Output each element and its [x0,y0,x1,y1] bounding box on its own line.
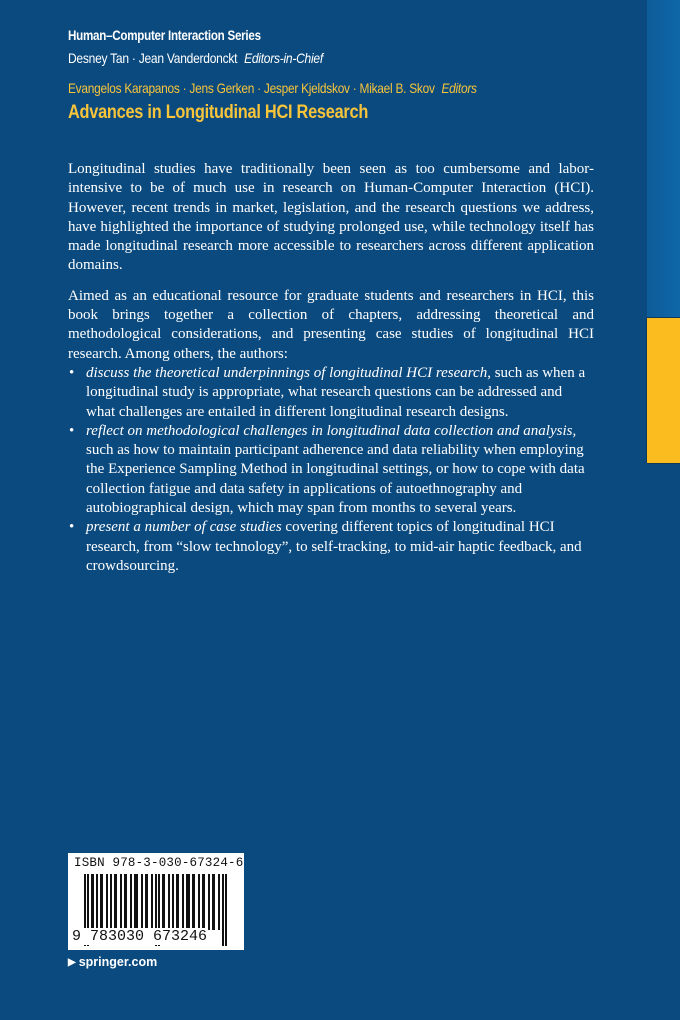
blurb-bullet [68,364,594,422]
isbn-label: ISBN 978-3-030-67324-6 [74,856,244,870]
book-editors-role: Editors [441,80,477,96]
bullet-emphasis: present a number of case studies [86,519,282,536]
blurb-paragraph-1: Longitudinal studies have traditionally been seen as too cumbersome and labor-intensive to be of much use in research on Human-Computer Interaction (HCI). However, recent trends in market, legislation, and the research questions we address, have highlighted the importance of studying prolonged use, while technology itself has made longitudinal research more accessible to researchers across different application domains. [68,161,594,274]
play-arrow-icon: ▶ [68,957,76,968]
editors-in-chief-role: Editors-in-Chief [244,50,323,66]
barcode-digits [72,928,207,945]
spine-light-band [647,0,680,318]
bullet-text: covering different topics of longitudinal HCI research, from “slow technology”, to self-tracking, to mid-air haptic feedback, and crowdsourcing. [86,519,582,574]
bullet-emphasis: reflect on methodological challenges in longitudinal data collection and analysis [86,422,573,439]
spine-yellow-band [647,318,680,463]
bullet-emphasis: discuss the theoretical underpinnings of longitudinal HCI research [86,364,488,381]
blurb-paragraph-2: Aimed as an educational resource for graduate students and researchers in HCI, this book brings together a collection of chapters, addressing theoretical and methodological considerations, and presenting case studies of longitudinal HCI research. Among others, the authors: [68,287,594,362]
barcode-digits-text: 9 783030 673246 [72,928,208,945]
book-title: Advances in Longitudinal HCI Research [68,102,369,123]
bullet-text: , such as how to maintain participant adherence and data reliability when employing the Experience Sampling Method in longitudinal settings, or how to cope with data collection fatigue and data safety in applications of autoethnography and autobiographical design, which may span from months to several years. [86,422,585,517]
blurb-bullet [68,518,594,576]
blurb-bullet [68,422,594,518]
editors-in-chief-names: Desney Tan · Jean Vanderdonckt [68,50,238,66]
book-editors [68,80,477,96]
series-name: Human–Computer Interaction Series [68,28,261,43]
book-editors-names: Evangelos Karapanos · Jens Gerken · Jesper Kjeldskov · Mikael B. Skov [68,80,435,96]
springer-link-label: springer.com [78,955,158,969]
isbn-barcode [68,853,244,950]
blurb [68,160,594,576]
blurb-bullet-list [68,364,594,576]
springer-link[interactable] [68,955,157,969]
bullet-text: , such as when a longitudinal study is appropriate, what research questions can be addressed and what challenges are entailed in different longitudinal research designs. [86,364,586,420]
editors-in-chief [68,50,323,66]
